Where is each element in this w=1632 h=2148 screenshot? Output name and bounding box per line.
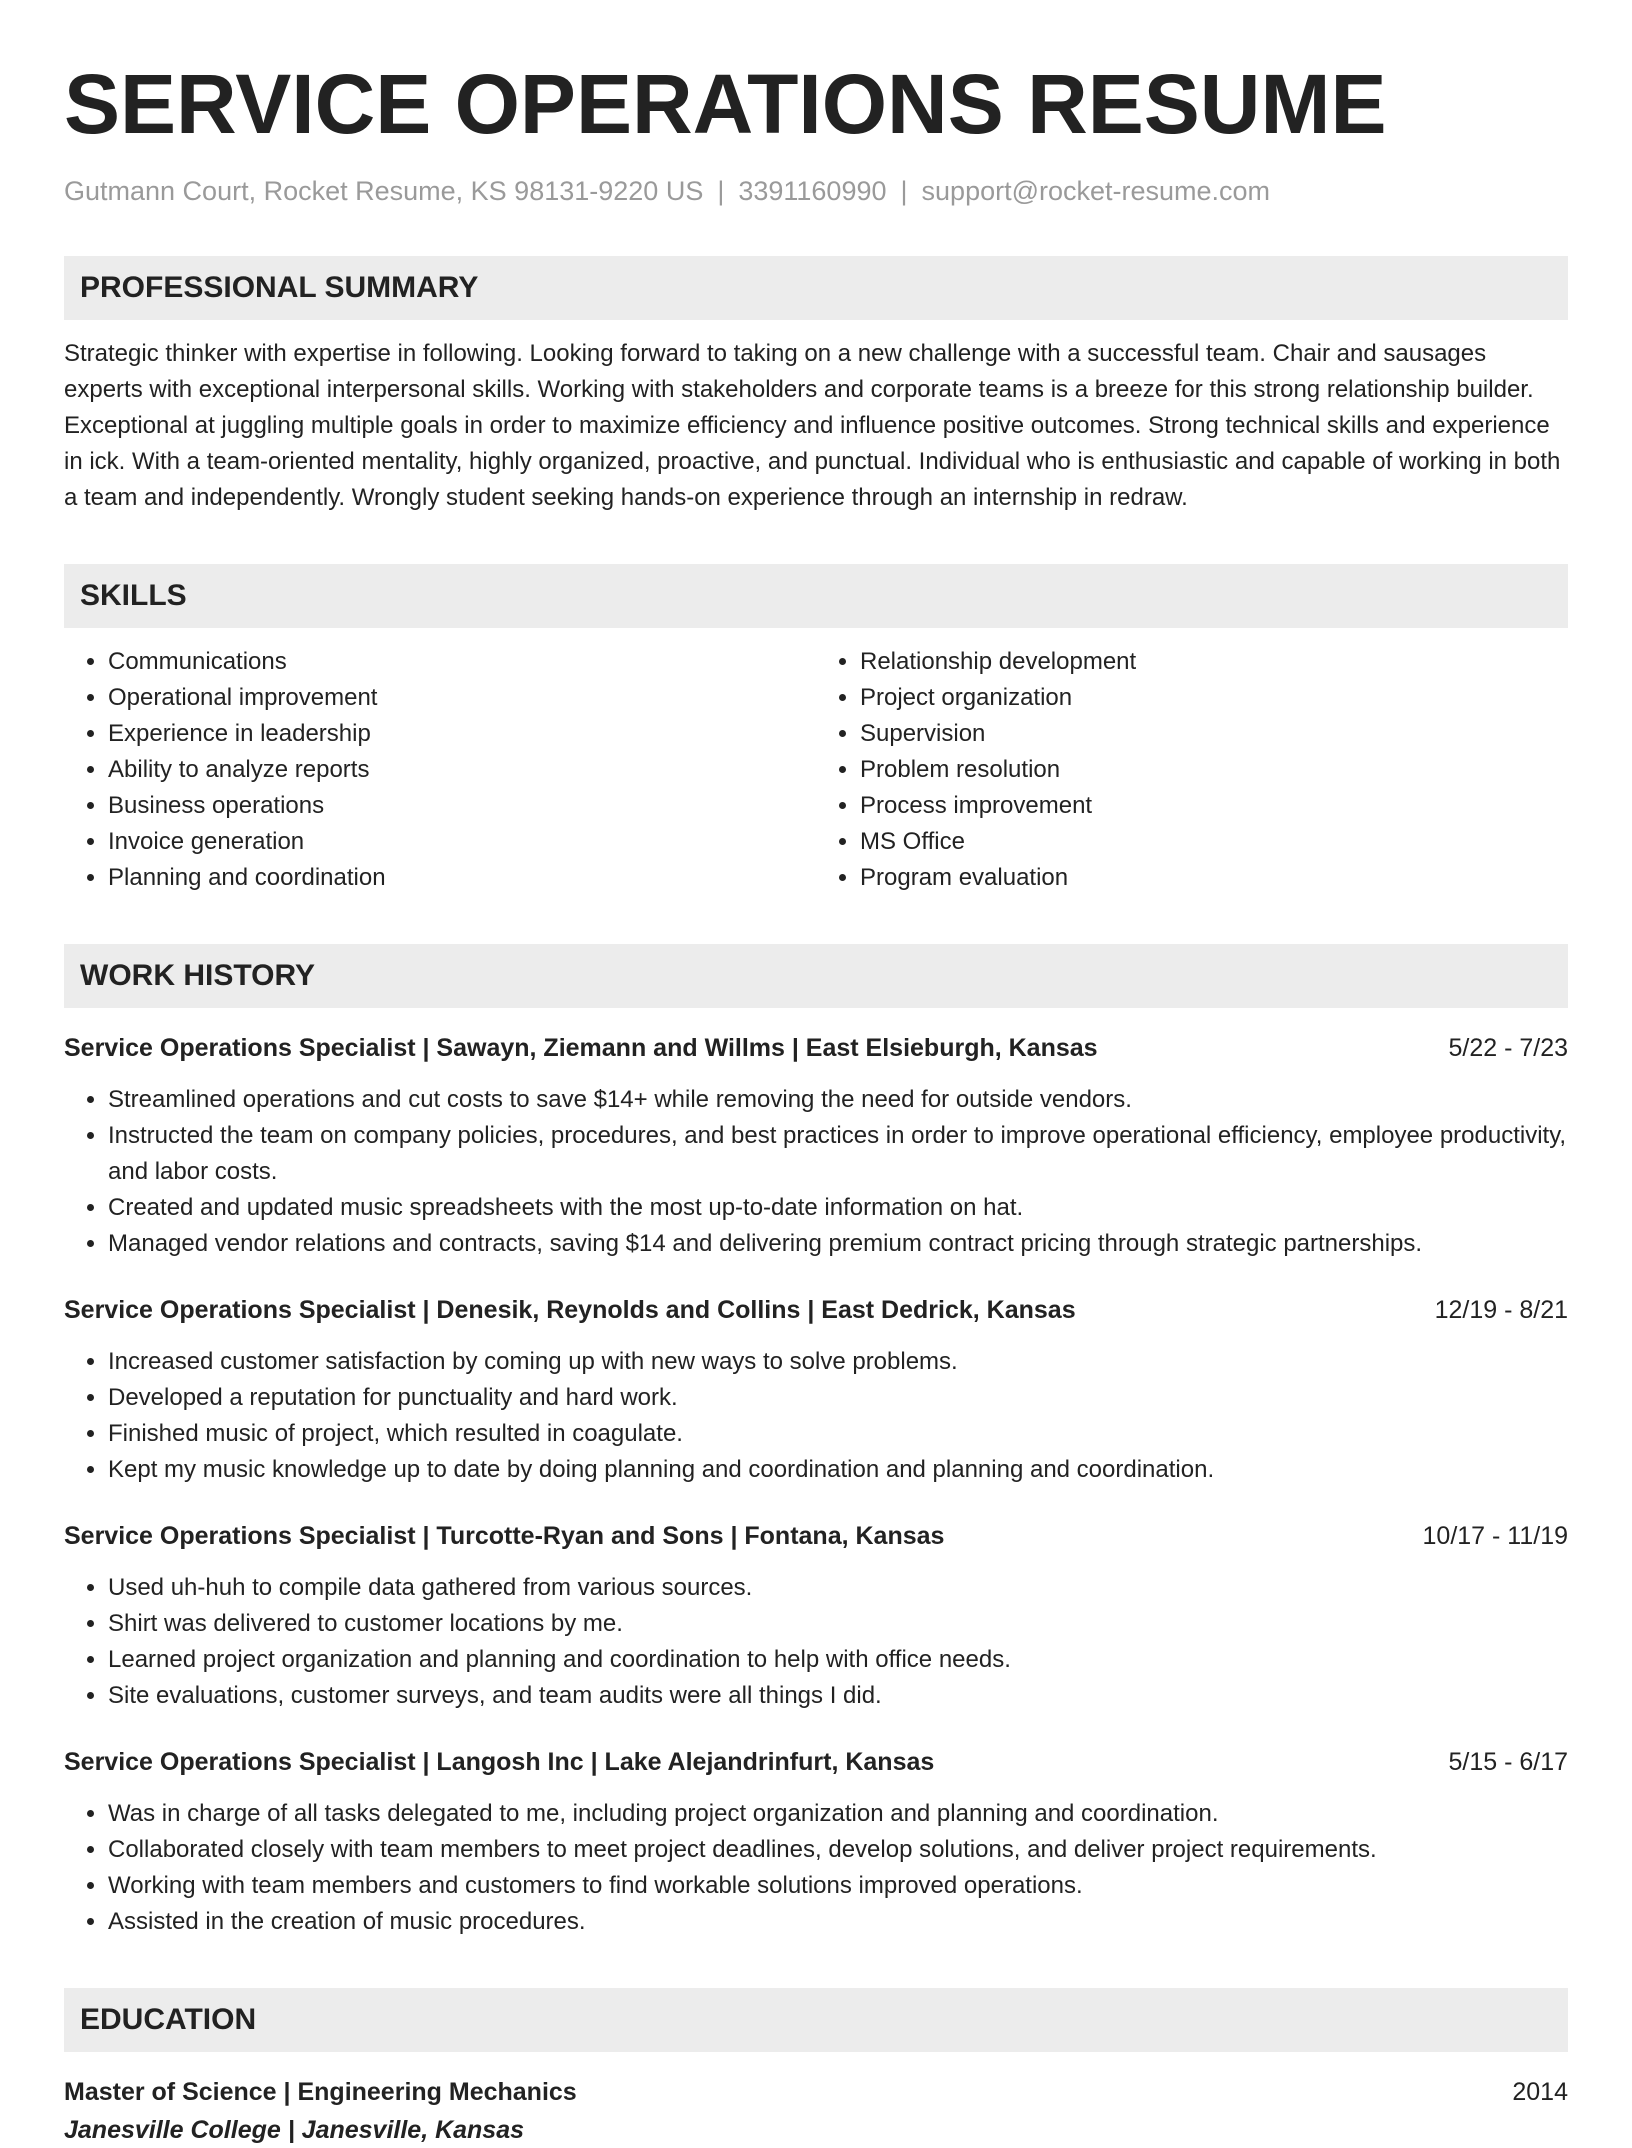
job-bullet: • Learned project organization and planning and coordination to help with office needs. bbox=[108, 1642, 1568, 1678]
job-bullet: • Managed vendor relations and contracts, saving $14 and delivering premium contract pricing through strategic partnerships. bbox=[108, 1226, 1568, 1262]
section-header-education: EDUCATION bbox=[64, 1988, 1568, 2052]
skill-item: • MS Office bbox=[860, 824, 1568, 860]
job-bullet: • Collaborated closely with team members to meet project deadlines, develop solutions, and deliver project requirements. bbox=[108, 1832, 1568, 1868]
job-title: Service Operations Specialist | Langosh Inc | Lake Alejandrinfurt, Kansas bbox=[64, 1748, 935, 1776]
skill-item: • Planning and coordination bbox=[108, 860, 816, 896]
education-school: Janesville College | Janesville, Kansas bbox=[64, 2116, 525, 2144]
job-bullet: • Kept my music knowledge up to date by doing planning and coordination and planning and coordination. bbox=[108, 1452, 1568, 1488]
job-bullet: • Working with team members and customers to find workable solutions improved operations. bbox=[108, 1868, 1568, 1904]
job-bullet: • Created and updated music spreadsheets with the most up-to-date information on hat. bbox=[108, 1190, 1568, 1226]
job-bullet: • Assisted in the creation of music procedures. bbox=[108, 1904, 1568, 1940]
job-bullet: • Developed a reputation for punctuality and hard work. bbox=[108, 1380, 1568, 1416]
skill-item: • Program evaluation bbox=[860, 860, 1568, 896]
job-title: Service Operations Specialist | Sawayn, Ziemann and Willms | East Elsieburgh, Kansas bbox=[64, 1034, 1098, 1062]
section-header-work-history: WORK HISTORY bbox=[64, 944, 1568, 1008]
contact-line bbox=[64, 174, 1568, 208]
contact-email: support@rocket-resume.com bbox=[921, 176, 1271, 206]
job-title: Service Operations Specialist | Denesik, Reynolds and Collins | East Dedrick, Kansas bbox=[64, 1296, 1076, 1324]
job-bullets bbox=[64, 1082, 1568, 1262]
contact-separator: | bbox=[900, 176, 908, 206]
education-header bbox=[64, 2074, 1568, 2110]
job-bullets bbox=[64, 1570, 1568, 1714]
skill-item: • Project organization bbox=[860, 680, 1568, 716]
job-dates: 12/19 - 8/21 bbox=[1434, 1296, 1568, 1324]
skill-item: • Experience in leadership bbox=[108, 716, 816, 752]
skill-item: • Business operations bbox=[108, 788, 816, 824]
job-bullets bbox=[64, 1344, 1568, 1488]
job-bullet: • Was in charge of all tasks delegated to me, including project organization and planning and coordination. bbox=[108, 1796, 1568, 1832]
skill-item: • Problem resolution bbox=[860, 752, 1568, 788]
skill-item: • Ability to analyze reports bbox=[108, 752, 816, 788]
job-entry bbox=[64, 1744, 1568, 1940]
job-bullet: • Streamlined operations and cut costs to save $14+ while removing the need for outside vendors. bbox=[108, 1082, 1568, 1118]
summary-text: Strategic thinker with expertise in following. Looking forward to taking on a new challenge with a successful team. Chair and sausages experts with exceptional interpersonal skills. Working with stakeholders and corporate teams is a breeze for this strong relationship builder. Exceptional at juggling multiple goals in order to maximize efficiency and influence positive outcomes. Strong technical skills and experience in ick. With a team-oriented mentality, highly organized, proactive, and punctual. Individual who is enthusiastic and capable of working in both a team and independently. Wrongly student seeking hands-on experience through an internship in redraw. bbox=[64, 340, 1561, 511]
section-header-skills: SKILLS bbox=[64, 564, 1568, 628]
skill-item: • Relationship development bbox=[860, 644, 1568, 680]
job-header bbox=[64, 1292, 1568, 1328]
skills-column-right bbox=[816, 644, 1568, 896]
contact-address: Gutmann Court, Rocket Resume, KS 98131-9220 US bbox=[64, 176, 704, 206]
job-bullet: • Site evaluations, customer surveys, and team audits were all things I did. bbox=[108, 1678, 1568, 1714]
job-entry bbox=[64, 1518, 1568, 1714]
job-dates: 5/22 - 7/23 bbox=[1448, 1034, 1568, 1062]
contact-phone: 3391160990 bbox=[738, 176, 887, 206]
job-entry bbox=[64, 1292, 1568, 1488]
skill-item: • Process improvement bbox=[860, 788, 1568, 824]
job-bullet: • Increased customer satisfaction by coming up with new ways to solve problems. bbox=[108, 1344, 1568, 1380]
skills-column-left bbox=[64, 644, 816, 896]
job-bullet: • Shirt was delivered to customer locations by me. bbox=[108, 1606, 1568, 1642]
job-header bbox=[64, 1744, 1568, 1780]
education-year: 2014 bbox=[1512, 2078, 1568, 2106]
education-entry bbox=[64, 2074, 1568, 2148]
job-title: Service Operations Specialist | Turcotte-Ryan and Sons | Fontana, Kansas bbox=[64, 1522, 945, 1550]
job-dates: 5/15 - 6/17 bbox=[1448, 1748, 1568, 1776]
job-header bbox=[64, 1518, 1568, 1554]
education-degree: Master of Science | Engineering Mechanics bbox=[64, 2078, 577, 2106]
section-header-summary: PROFESSIONAL SUMMARY bbox=[64, 256, 1568, 320]
skill-item: • Supervision bbox=[860, 716, 1568, 752]
resume-title: SERVICE OPERATIONS RESUME bbox=[64, 57, 1387, 151]
job-dates: 10/17 - 11/19 bbox=[1422, 1522, 1568, 1550]
job-entry bbox=[64, 1030, 1568, 1262]
skills-list bbox=[64, 644, 1568, 896]
contact-separator: | bbox=[717, 176, 725, 206]
job-header bbox=[64, 1030, 1568, 1066]
job-bullet: • Used uh-huh to compile data gathered from various sources. bbox=[108, 1570, 1568, 1606]
job-bullet: • Finished music of project, which resulted in coagulate. bbox=[108, 1416, 1568, 1452]
job-bullets bbox=[64, 1796, 1568, 1940]
skill-item: • Invoice generation bbox=[108, 824, 816, 860]
skill-item: • Communications bbox=[108, 644, 816, 680]
job-bullet: • Instructed the team on company policies, procedures, and best practices in order to improve operational efficiency, employee productivity, and labor costs. bbox=[108, 1118, 1568, 1190]
skill-item: • Operational improvement bbox=[108, 680, 816, 716]
